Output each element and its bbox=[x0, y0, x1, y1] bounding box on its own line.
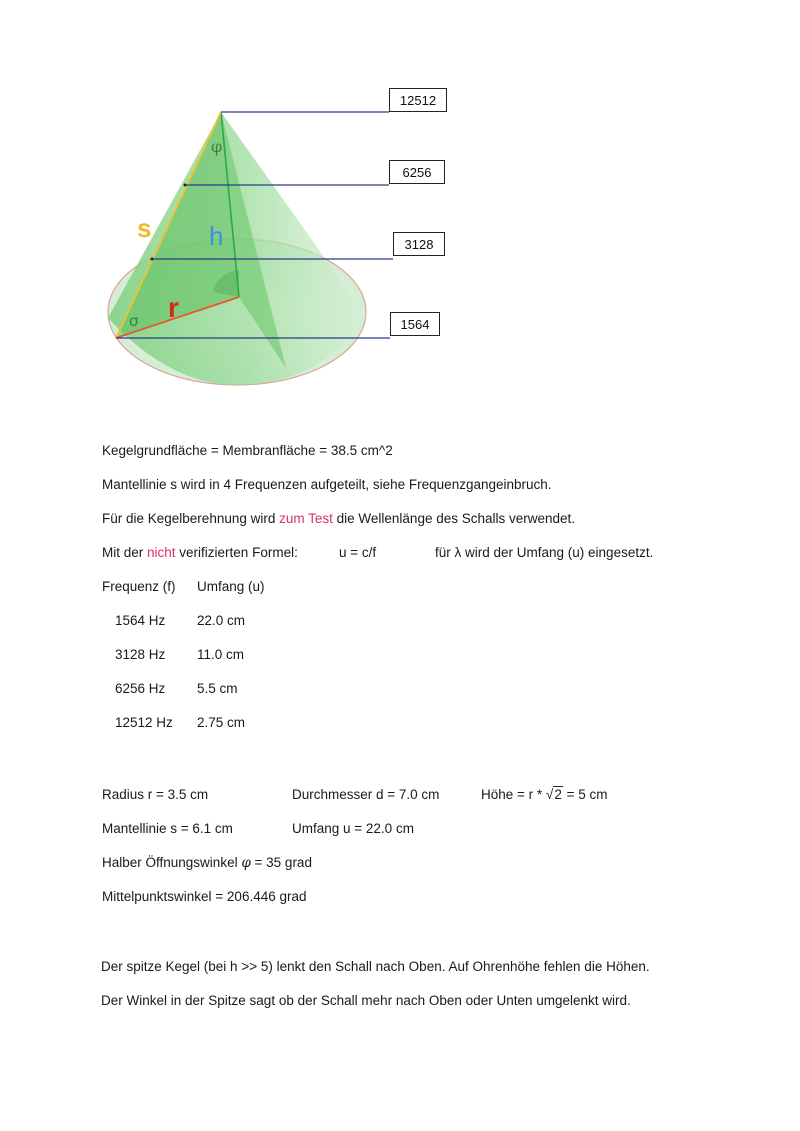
height-post: = 5 cm bbox=[562, 787, 608, 802]
calculation-note bbox=[102, 511, 575, 526]
sqrt-radicand: 2 bbox=[554, 787, 562, 802]
phi-symbol: φ bbox=[241, 855, 251, 871]
table-cell: 2.75 cm bbox=[197, 715, 246, 730]
table-cell: 11.0 cm bbox=[197, 647, 245, 662]
r-label: r bbox=[168, 292, 179, 323]
formula-note-pre: Mit der bbox=[102, 545, 148, 560]
table-cell: 22.0 cm bbox=[197, 613, 246, 628]
half-angle-post: = 35 grad bbox=[250, 855, 312, 870]
marker-6256: 6256 bbox=[389, 160, 445, 184]
conclusion-line-2: Der Winkel in der Spitze sagt ob der Schall mehr nach Oben oder Unten umgelenkt wird. bbox=[101, 993, 631, 1008]
formula-note bbox=[102, 545, 298, 560]
height-pre: Höhe = r * bbox=[481, 787, 546, 802]
height-value bbox=[481, 787, 608, 802]
formula-note-highlight: nicht bbox=[147, 545, 176, 560]
calc-note-post: die Wellenlänge des Schalls verwendet. bbox=[332, 511, 576, 526]
formula-explanation: für λ wird der Umfang (u) eingesetzt. bbox=[435, 545, 654, 560]
table-header-circumference: Umfang (u) bbox=[197, 579, 265, 594]
sigma-label: σ bbox=[129, 312, 139, 330]
calc-note-pre: Für die Kegelberehnung wird bbox=[102, 511, 280, 526]
marker-12512: 12512 bbox=[389, 88, 447, 112]
half-angle-pre: Halber Öffnungswinkel bbox=[102, 855, 242, 870]
table-cell: 5.5 cm bbox=[197, 681, 238, 696]
table-cell: 3128 Hz bbox=[115, 647, 166, 662]
table-header-frequency: Frequenz (f) bbox=[102, 579, 176, 594]
table-cell: 6256 Hz bbox=[115, 681, 166, 696]
formula: u = c/f bbox=[339, 545, 377, 560]
diameter-value: Durchmesser d = 7.0 cm bbox=[292, 787, 440, 802]
sqrt-symbol: √2 bbox=[545, 787, 562, 802]
center-angle-value: Mittelpunktswinkel = 206.446 grad bbox=[102, 889, 307, 904]
conclusion-line-1: Der spitze Kegel (bei h >> 5) lenkt den Schall nach Oben. Auf Ohrenhöhe fehlen die Höhen. bbox=[101, 959, 650, 974]
slant-value: Mantellinie s = 6.1 cm bbox=[102, 821, 233, 836]
phi-label: φ bbox=[211, 137, 223, 156]
s-label: s bbox=[137, 213, 152, 243]
base-area-text: Kegelgrundfläche = Membranfläche = 38.5 cm^2 bbox=[102, 443, 393, 458]
marker-3128: 3128 bbox=[393, 232, 445, 256]
h-label: h bbox=[209, 221, 224, 251]
table-cell: 1564 Hz bbox=[115, 613, 166, 628]
half-angle-value bbox=[102, 855, 312, 871]
marker-1564: 1564 bbox=[390, 312, 440, 336]
cone-diagram bbox=[0, 0, 800, 400]
calc-note-highlight: zum Test bbox=[279, 511, 333, 526]
radius-value: Radius r = 3.5 cm bbox=[102, 787, 209, 802]
formula-note-post: verifizierten Formel: bbox=[175, 545, 298, 560]
circumference-value: Umfang u = 22.0 cm bbox=[292, 821, 414, 836]
slant-split-text: Mantellinie s wird in 4 Frequenzen aufgeteilt, siehe Frequenzgangeinbruch. bbox=[102, 477, 552, 492]
table-cell: 12512 Hz bbox=[115, 715, 173, 730]
